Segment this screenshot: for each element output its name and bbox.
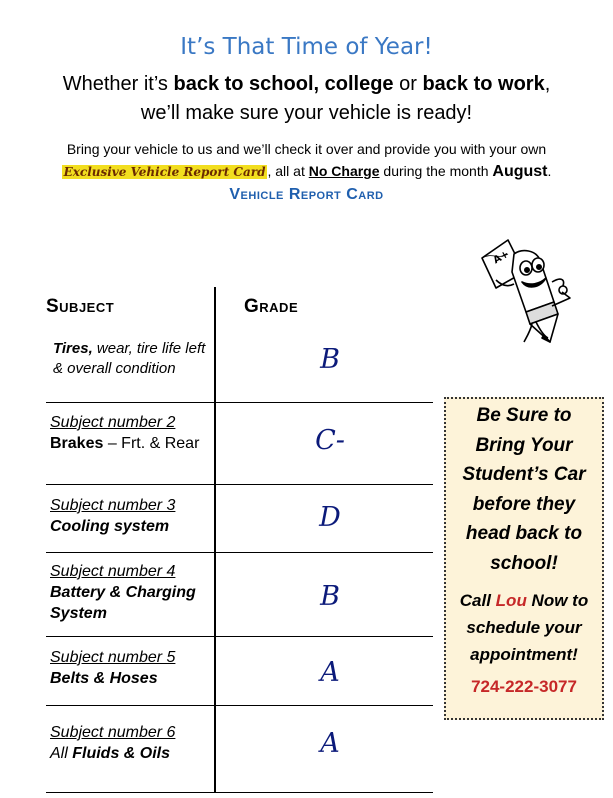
intro-text: Bring your vehicle to us and we’ll check it over and provide you with your own [66,141,547,157]
table-row-5-grade: A [320,657,340,688]
subject-number: Subject number 3 [50,497,176,514]
line1-post: , [544,73,551,95]
table-row-1-grade: B [320,344,340,375]
grade-header: Grade [244,296,299,317]
phone-number[interactable]: 724-222-3077 [471,677,577,696]
subject-number: Subject number 5 [50,649,176,666]
tires-text: wear, tire life left & overall condition [53,340,206,377]
pencil-mascot-icon [466,232,606,352]
exclusive-highlight: Exclusive Vehicle Report Card [63,165,266,179]
call-line: appointment! [470,645,578,664]
table-divider [214,287,216,792]
offer-during: during the month [379,163,493,179]
month-text: August [492,163,548,180]
subject-name-pre: All [50,745,73,762]
callout-line: school! [490,552,558,574]
callout-line: head back to [465,523,583,544]
table-row-3-grade: D [319,502,341,533]
headline-line-1 [0,73,613,96]
callout-line: Bring Your [475,434,573,456]
line1-bold-2: back to work [422,73,545,95]
line1-bold-1: back to school, college [173,73,394,95]
table-row-2-subject [50,412,210,454]
subject-header: Subject [46,296,115,317]
headline-line-2: we’ll make sure your vehicle is ready! [140,102,473,124]
line1-mid: or [393,73,423,95]
call-to-action [446,587,602,668]
no-charge-text: No Charge [308,163,380,179]
callout-line: before they [472,493,576,515]
subject-number: Subject number 4 [50,563,176,580]
row-separator [46,792,433,793]
tires-bold: Tires, [53,340,93,357]
call-pre: Call [459,591,496,610]
row-separator [46,552,433,553]
table-row-3-subject [50,495,210,537]
row-separator [46,636,433,637]
subject-number: Subject number 6 [50,724,176,741]
subject-name-rest: – Frt. & Rear [103,435,200,452]
table-row-4-subject [50,561,210,624]
row-separator [46,484,433,485]
table-row-1-subject [53,339,213,379]
table-row-4-grade: B [320,581,340,612]
call-line: schedule your [466,618,582,637]
report-card-title: Vehicle Report Card [229,186,384,203]
subject-number: Subject number 2 [50,414,176,431]
subject-name: Brakes [50,435,104,452]
offer-line [0,163,613,181]
page-title: It’s That Time of Year! [180,34,433,60]
table-row-2-grade: C- [315,425,345,456]
subject-name: Fluids & Oils [72,745,171,762]
contact-name: Lou [495,591,527,610]
paper-grade-text: A+ [491,248,512,267]
table-row-6-subject [50,722,210,764]
offer-period: . [547,163,552,179]
callout-line: Be Sure to [476,405,572,426]
row-separator [46,705,433,706]
subject-name: Battery & Charging System [50,584,196,622]
offer-comma: , [267,163,272,179]
line1-pre: Whether it’s [62,73,174,95]
table-row-6-grade: A [320,728,340,759]
table-row-5-subject [50,647,210,689]
callout-line: Student’s Car [462,464,586,485]
subject-name: Cooling system [50,518,170,535]
subject-name: Belts & Hoses [50,670,158,687]
callout-message [446,401,602,578]
call-post: Now to [526,591,589,610]
offer-all-at: all at [271,163,309,179]
row-separator [46,402,433,403]
